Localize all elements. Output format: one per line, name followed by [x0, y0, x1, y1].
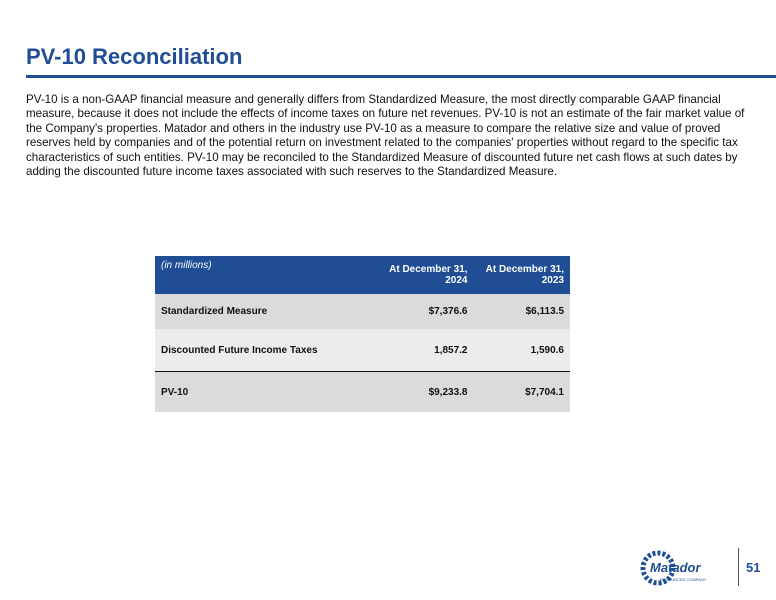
row-value-2024: $9,233.8 — [377, 372, 474, 413]
matador-logo — [638, 548, 728, 588]
table-header-row — [155, 256, 570, 294]
description-paragraph: PV-10 is a non-GAAP financial measure and generally differs from Standardized Measure, the most directly comparable GAAP financial measure, because it does not include the effects of income taxes on future net revenues. PV-10 is not an estimate of the fair market value of the Company's properties. Matador and others in the industry use PV-10 as a measure to compare the relative size and value of proved reserves held by companies and of the potential return on investment related to the companies' properties without regard to the specific tax characteristics of such entities. PV-10 may be reconciled to the Standardized Measure of discounted future net cash flows at such dates by adding the discounted future income taxes associated with such reserves to the Standardized Measure. — [26, 93, 745, 179]
column-header-2024-line2: 2024 — [445, 275, 468, 286]
column-header-2023-line1: At December 31, — [485, 264, 564, 275]
column-header-2023-line2: 2023 — [541, 275, 564, 286]
table-row — [155, 294, 570, 329]
table-row — [155, 372, 570, 413]
table-row — [155, 329, 570, 372]
column-header-2024-line1: At December 31, — [389, 264, 468, 275]
page-title: PV-10 Reconciliation — [26, 44, 243, 69]
row-value-2024: $7,376.6 — [377, 294, 474, 329]
row-value-2023: $7,704.1 — [474, 372, 571, 413]
row-value-2024: 1,857.2 — [377, 329, 474, 372]
column-header-2024 — [377, 256, 474, 294]
row-value-2023: $6,113.5 — [474, 294, 571, 329]
units-label: (in millions) — [155, 256, 377, 294]
logo-brand-name: Matador — [650, 560, 701, 575]
footer-divider — [738, 548, 739, 586]
row-value-2023: 1,590.6 — [474, 329, 571, 372]
row-label: Discounted Future Income Taxes — [155, 329, 377, 372]
row-label: Standardized Measure — [155, 294, 377, 329]
page-number: 51 — [746, 560, 761, 575]
title-underline — [26, 75, 776, 78]
row-label: PV-10 — [155, 372, 377, 413]
pv10-reconciliation-table — [155, 256, 570, 412]
logo-tagline: RESOURCES COMPANY — [660, 577, 707, 582]
column-header-2023 — [474, 256, 571, 294]
